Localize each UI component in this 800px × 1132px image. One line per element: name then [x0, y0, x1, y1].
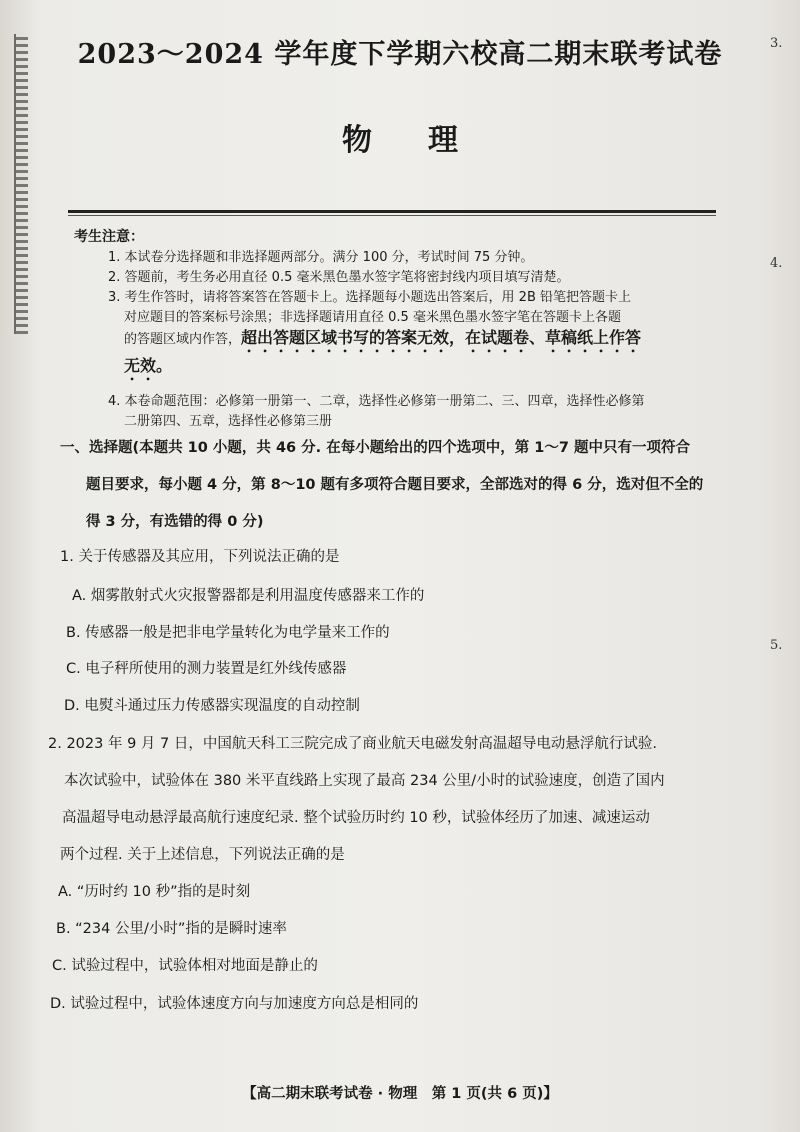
notice-item: 3. 考生作答时，请将答案答在答题卡上。选择题每小题选出答案后，用 2B 铅笔把答题卡上: [108, 290, 631, 305]
notice-item: 对应题目的答案标号涂黑；非选择题请用直径 0.5 毫米黑色墨水签字笔在答题卡上各题: [124, 310, 621, 325]
question-2-option-d: D. 试验过程中，试验体速度方向与加速度方向总是相同的: [50, 996, 419, 1012]
question-2-option-c: C. 试验过程中，试验体相对地面是静止的: [52, 958, 318, 974]
notice-heading: 考生注意：: [74, 229, 144, 245]
section-line: 一、选择题(本题共 10 小题，共 46 分. 在每小题给出的四个选项中，第 1～7 题中只有一项符合: [60, 440, 691, 456]
notice-item: 4. 本卷命题范围：必修第一册第一、二章，选择性必修第一册第二、三、四章，选择性必修第: [108, 394, 645, 409]
notice-text: 的答题区域内作答，: [124, 332, 242, 347]
question-1-option-c: C. 电子秤所使用的测力装置是红外线传感器: [66, 661, 347, 677]
subject-char: 理: [428, 123, 458, 158]
margin-number: 4.: [770, 256, 783, 271]
exam-notice: [74, 226, 724, 432]
question-1-option-a: A. 烟雾散射式火灾报警器都是利用温度传感器来工作的: [72, 588, 425, 604]
exam-title: 2023～2024 学年度下学期六校高二期末联考试卷: [77, 39, 723, 70]
section-line: 题目要求，每小题 4 分，第 8～10 题有多项符合题目要求，全部选对的得 6 分，选对但不全的: [86, 477, 704, 493]
divider: [68, 215, 716, 216]
margin-number: 5.: [770, 638, 783, 653]
notice-item: [74, 356, 724, 384]
question-2-option-a: A. “历时约 10 秒”指的是时刻: [58, 884, 251, 900]
question-2-option-b: B. “234 公里/小时”指的是瞬时速率: [56, 921, 287, 937]
notice-item: 二册第四、五章，选择性必修第三册: [124, 414, 333, 429]
notice-emphasis: 超出答题区域书写的答案无效，在试题卷、草稿纸上作答: [241, 328, 642, 347]
question-2-stem-line: 两个过程. 关于上述信息，下列说法正确的是: [60, 847, 345, 863]
subject-char: 物: [342, 123, 372, 158]
margin-number: 3.: [770, 36, 783, 51]
question-1-option-d: D. 电熨斗通过压力传感器实现温度的自动控制: [64, 698, 360, 714]
notice-emphasis: 无效。: [124, 356, 173, 375]
notice-item: [74, 328, 724, 356]
question-2-stem-line: 高温超导电动悬浮最高航行速度纪录. 整个试验历时约 10 秒，试验体经历了加速、减速运动: [62, 810, 650, 826]
section-line: 得 3 分，有选错的得 0 分): [86, 514, 264, 530]
question-1-option-b: B. 传感器一般是把非电学量转化为电学量来工作的: [66, 625, 390, 641]
notice-item: 2. 答题前，考生务必用直径 0.5 毫米黑色墨水签字笔将密封线内项目填写清楚。: [108, 270, 570, 285]
question-2-stem-line: 2. 2023 年 9 月 7 日，中国航天科工三院完成了商业航天电磁发射高温超导电动悬浮航行试验.: [48, 736, 657, 752]
section-heading: [60, 430, 720, 541]
question-1-stem: 1. 关于传感器及其应用，下列说法正确的是: [60, 549, 340, 565]
divider: [68, 210, 716, 213]
question-2-stem-line: 本次试验中，试验体在 380 米平直线路上实现了最高 234 公里/小时的试验速度，创造了国内: [64, 773, 665, 789]
subject-title: [0, 115, 800, 159]
page-footer: 【高二期末联考试卷 · 物理 第 1 页(共 6 页)】: [242, 1086, 558, 1102]
notice-item: 1. 本试卷分选择题和非选择题两部分。满分 100 分，考试时间 75 分钟。: [108, 250, 534, 265]
binding-line: [14, 34, 28, 334]
